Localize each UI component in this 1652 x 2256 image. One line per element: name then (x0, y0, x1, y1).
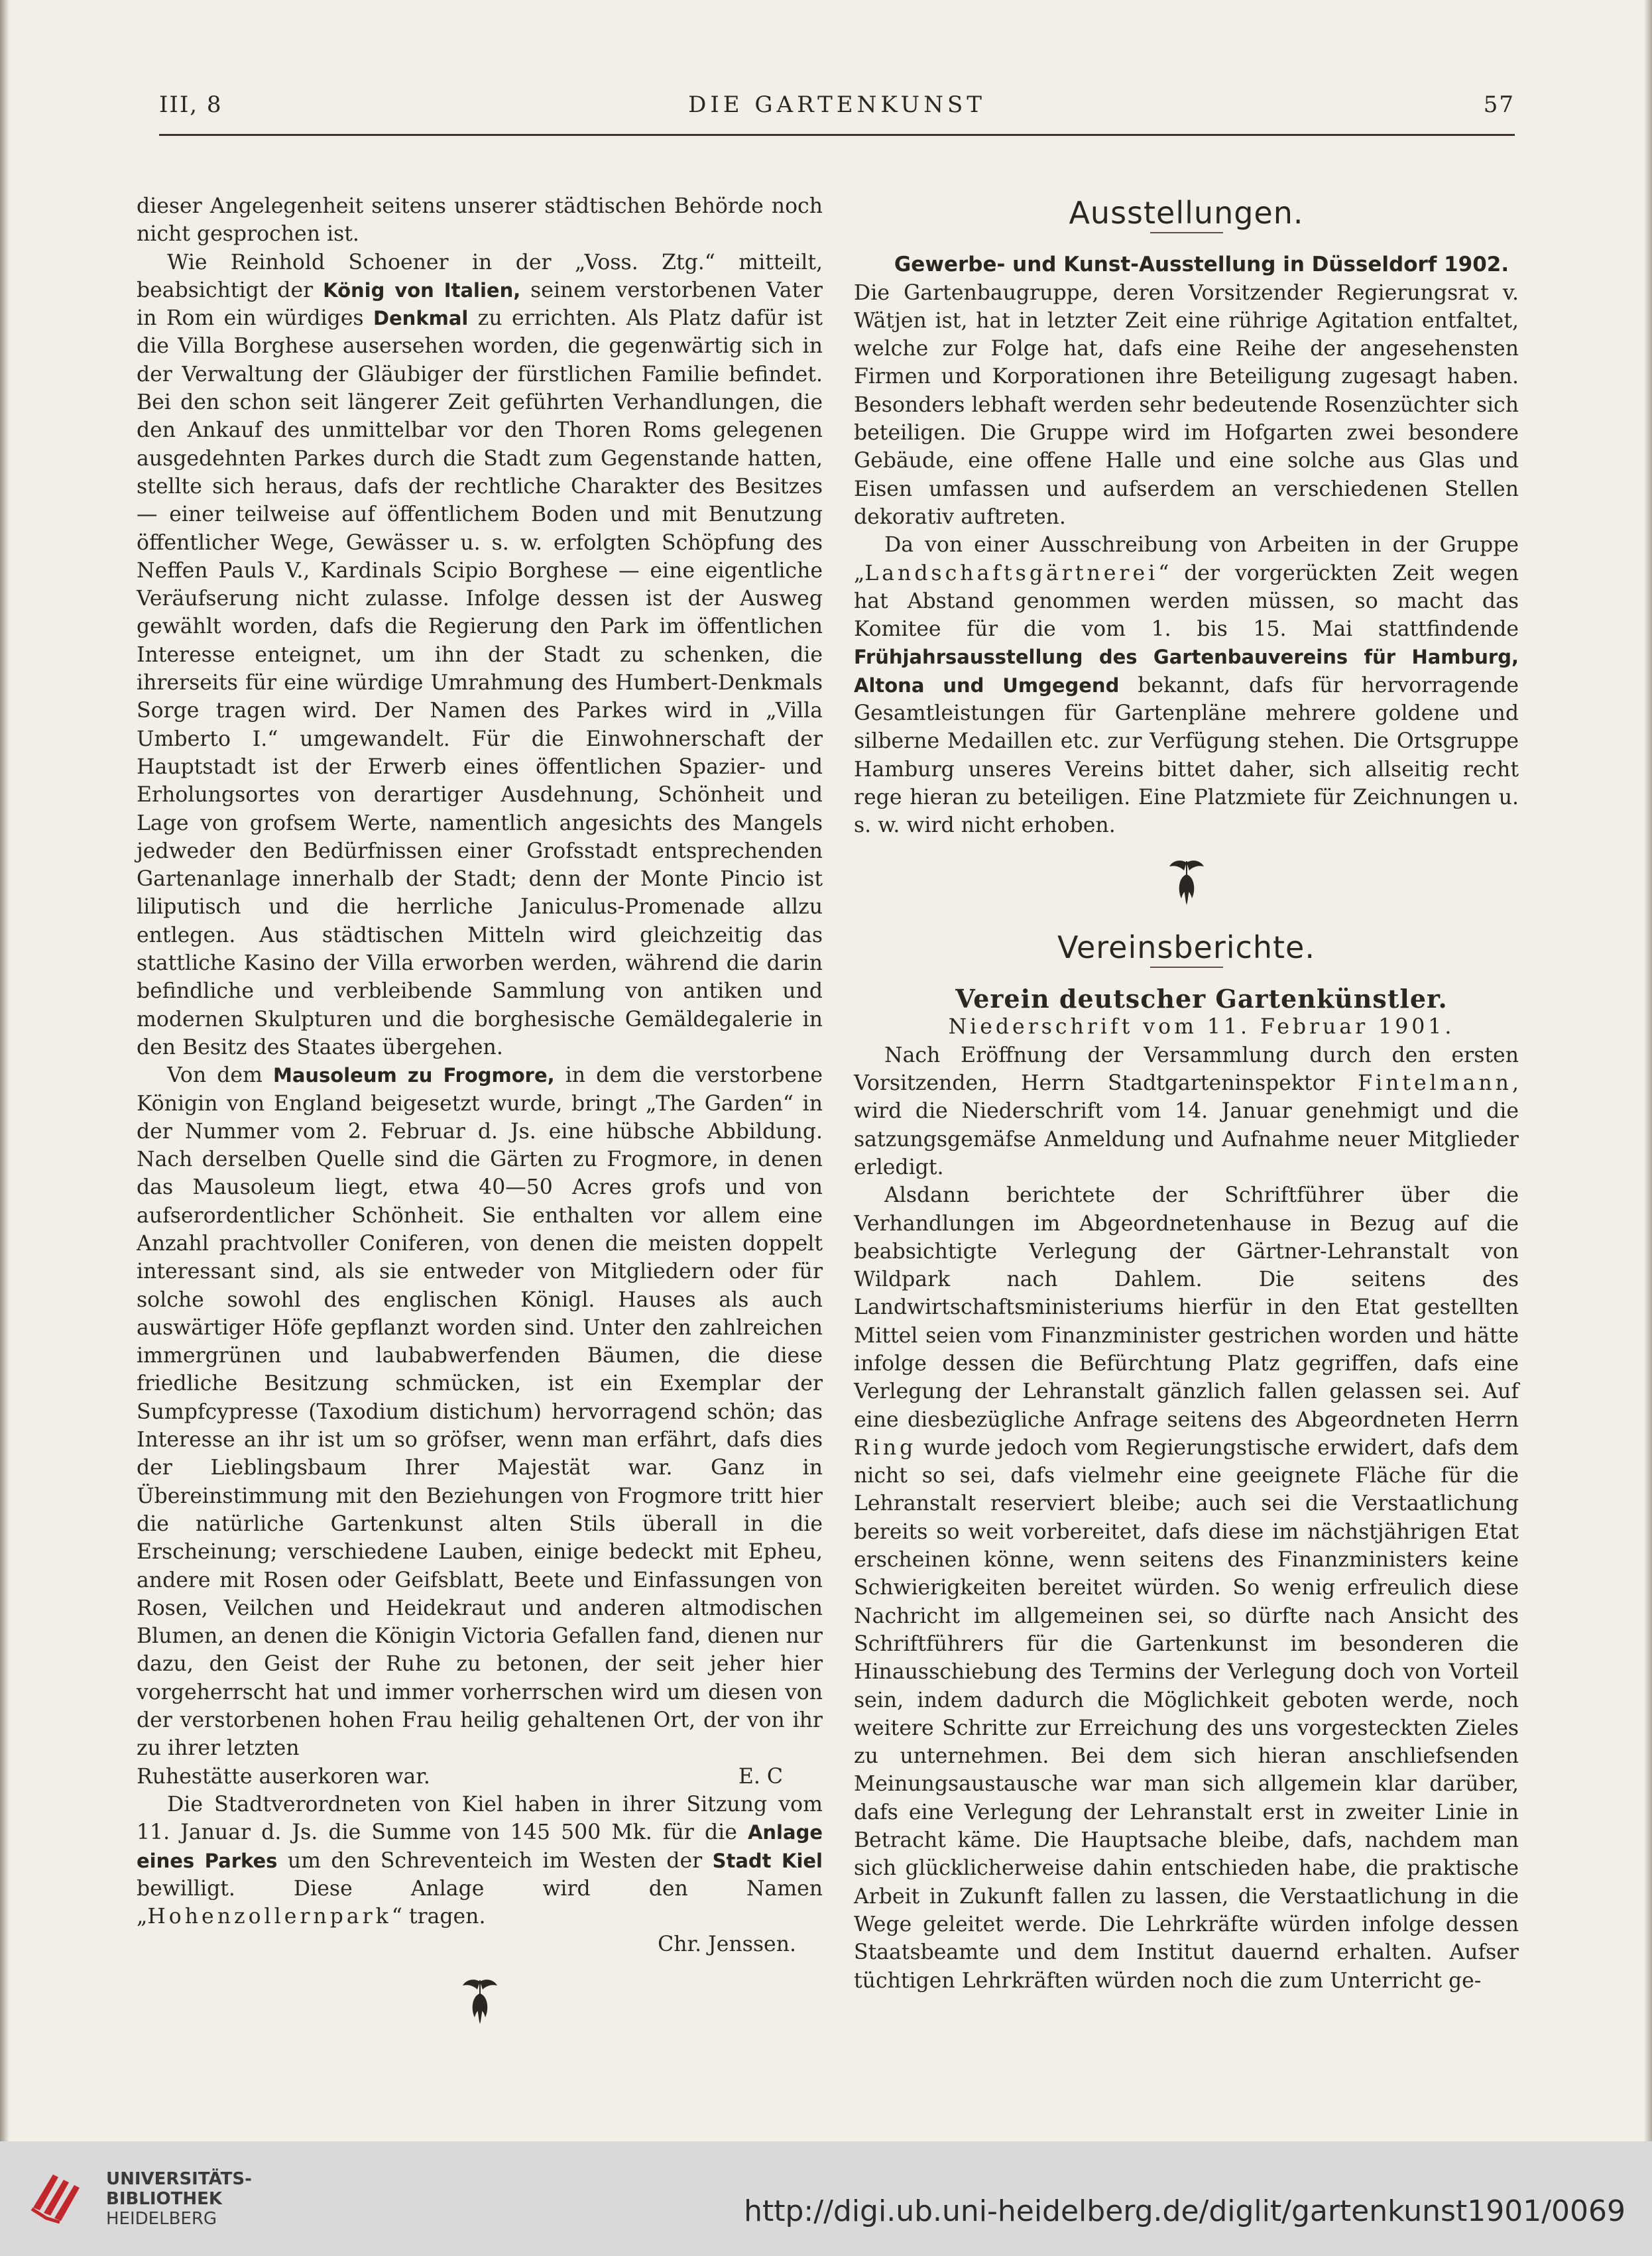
journal-title: DIE GARTENKUNST (688, 91, 986, 118)
paragraph-villa-borghese: Wie Reinhold Schoener in der „Voss. Ztg.“ mitteilt, beabsichtigt der König von Italien, seinem verstorbenen Vater in Rom ein würdiges Denkmal zu errichten. Als Platz dafür ist die Villa Borghese ausersehen worden, die gegenwärtig sich in der Verwaltung der Gläubiger der fürstlichen Familie befindet. Bei den schon seit längerer Zeit geführten Verhandlungen, die den Ankauf des unmittelbar vor den Thoren Roms gelegenen ausgedehnten Parkes durch die Stadt zum Gegenstande hatten, stellte sich heraus, dafs der rechtliche Charakter des Besitzes — einer teilweise auf öffentlichem Boden und mit Benutzung öffentlicher Wege, Gewässer u. s. w. erfolgten Schöpfung des Neffen Pauls V., Kardinals Scipio Borghese — eine eigentliche Veräufserung nicht zulasse. Infolge dessen ist der Ausweg gewählt worden, dafs die Regierung den Park im öffentlichen Interesse enteignet, um ihn der Stadt zu schenken, die ihrerseits für eine würdige Umrahmung des Humbert-Denkmals Sorge tragen wird. Der Namen des Parkes wird in „Villa Umberto I.“ umgewandelt. Für die Einwohnerschaft der Hauptstadt ist der Erwerb eines öffentlichen Spazier- und Erholungsortes von derartiger Ausdehnung, Schönheit und Lage von grofsem Werte, namentlich angesichts des Mangels jedweder den Bedürfnissen einer Grofsstadt entsprechenden Gartenanlage innerhalb der Stadt; denn der Monte Pincio ist liliputisch und die herrliche Janiculus-Promenade allzu entlegen. Aus städtischen Mitteln wird gleichzeitig das stattliche Kasino der Villa erworben werden, während die darin befindliche und verbleibende Sammlung von antiken und modernen Skulpturen und die borghesische Gemäldegalerie in den Besitz des Staates übergehen. (137, 250, 823, 1059)
volume-number: III, 8 (159, 91, 223, 118)
paragraph-continuation: dieser Angelegenheit seitens unserer städtischen Behörde noch nicht gesprochen ist. (137, 194, 823, 247)
heading-verein: Verein deutscher Gartenkünstler. (955, 984, 1448, 1014)
author-signature: Chr. Jenssen. (658, 1932, 796, 1957)
scan-edge-left (0, 0, 9, 2141)
minutes-date: Niederschrift vom 11. Februar 1901. (948, 1015, 1455, 1039)
ornament-fleuron-icon (137, 1976, 823, 2033)
running-header (159, 91, 1515, 131)
subheading-duesseldorf: Gewerbe- und Kunst-Ausstellung in Düsseldorf 1902. (894, 253, 1509, 277)
paragraph-frogmore: Von dem Mausoleum zu Frogmore, in dem die verstorbene Königin von England beigesetzt wurde, bringt „The Garden“ in der Nummer vom 2. Februar d. Js. eine hübsche Abbildung. Nach derselben Quelle sind die Gärten zu Frogmore, in denen das Mausoleum liegt, etwa 40—50 Acres grofs und von aufserordentlicher Schönheit. Sie enthalten vor allem eine Anzahl prachtvoller Coniferen, von denen die meisten doppelt interessant sind, als sie entweder von Mitgliedern oder für solche sowohl des englischen Königl. Hauses als auch auswärtiger Höfe gepflanzt worden sind. Unter den zahlreichen immergrünen und laubabwerfenden Bäumen, die diese friedliche Besitzung schmücken, ist ein Exemplar der Sumpfcypresse (Taxodium distichum) hervorragend schön; das Interesse an ihr ist um so gröfser, wenn man erfährt, dafs dies der Lieblingsbaum Ihrer Majestät war. Ganz in Übereinstimmung mit den Beziehungen von Frogmore tritt hier die natürliche Gartenkunst alten Stils überall in die Erscheinung; verschiedene Lauben, einige bedeckt mit Epheu, andere mit Rosen oder Geifsblatt, Beete und Einfassungen von Rosen, Veilchen und Heidekraut und anderen altmodischen Blumen, an denen die Königin Victoria Gefallen fand, dienen nur dazu, den Geist der Ruhe zu betonen, der seit jeher hier vorgeherrscht hat und immer vorherrschen wird um diesen von der verstorbenen hohen Frau heilig gehaltenen Ort, der von ihr zu ihrer letzten (137, 1063, 823, 1761)
left-column (137, 192, 823, 2052)
ornament-fleuron-icon (854, 857, 1519, 914)
frogmore-signature-line: Ruhestätte auserkoren war. E. C (137, 1763, 823, 1791)
keyword-stadt-kiel: Stadt Kiel (712, 1849, 823, 1872)
right-column (854, 192, 1519, 1995)
paragraph-ausschreibung: Da von einer Ausschreibung von Arbeiten in der Gruppe „Landschaftsgärtnerei“ der vorgerückten Zeit wegen hat Abstand genommen werden müssen, so macht das Komitee für die vom 1. bis 15. Mai stattfindende Frühjahrsausstellung des Gartenbauvereins für Hamburg, Altona und Umgegend bekannt, dafs für hervorragende Gesamtleistungen für Gartenpläne mehrere goldene und silberne Medaillen etc. zur Verfügung stehen. Die Ortsgruppe Hamburg unseres Vereins bittet daher, sich allseitig recht rege hieran zu beteiligen. Eine Platzmiete für Zeichnungen u. s. w. wird nicht erhoben. (854, 533, 1519, 838)
section-title-ausstellungen: Ausstellungen. (1069, 195, 1304, 231)
paragraph-gartenbaugruppe: Die Gartenbaugruppe, deren Vorsitzender Regierungsrat v. Wätjen ist, hat in letzter Zeit eine rührige Agitation entfaltet, welche zur Folge hat, dafs eine Reihe der angesehensten Firmen und Korporationen ihre Beteiligung zugesagt haben. Besonders lebhaft werden sehr bedeutende Rosenzüchter sich beteiligen. Die Gruppe wird im Hofgarten zwei besondere Gebäude, eine offene Halle und eine solche aus Glas und Eisen umfassen und aufserdem an verschiedenen Stellen dekorativ auftreten. (854, 280, 1519, 529)
keyword-anlage-parkes: Anlage eines Parkes (137, 1821, 823, 1872)
keyword-denkmal: Denkmal (373, 307, 469, 330)
paragraph-eroeffnung: Nach Eröffnung der Versammlung durch den ersten Vorsitzenden, Herrn Stadtgarteninspektor Fintelmann, wird die Niederschrift vom 14. Januar genehmigt und die satzungsgemäfse Anmeldung und Aufnahme neuer Mitglieder erledigt. (854, 1043, 1519, 1179)
author-initials: E. C (738, 1764, 783, 1789)
paragraph-lehranstalt: Alsdann berichtete der Schriftführer über die Verhandlungen im Abgeordnetenhause in Bezug auf die beabsichtigte Verlegung der Gärtner-Lehranstalt von Wildpark nach Dahlem. Die seitens des Landwirtschaftsministeriums hierfür in den Etat gestellten Mittel seien vom Finanzminister gestrichen worden und hätte infolge dessen die Befürchtung Platz gegriffen, dafs eine Verlegung der Lehranstalt gänzlich fallen gelassen sei. Auf eine diesbezügliche Anfrage seitens des Abgeordneten Herrn Ring wurde jedoch vom Regierungstische erwidert, dafs dem nicht so sei, dafs vielmehr eine geeignete Fläche für die Lehranstalt reserviert bleibe; auch sei die Verstaatlichung bereits so weit vorbereitet, dafs diese im nächstjährigen Etat erscheinen könne, wenn seitens des Finanzministers keine Schwierigkeiten bereitet würden. So wenig erfreulich diese Nachricht im allgemeinen sei, so dürfte nach Ansicht des Schriftführers für die Gartenkunst im besonderen die Hinausschiebung des Termins der Verlegung doch von Vorteil sein, indem dadurch die Möglichkeit geboten werde, noch weitere Schritte zur Erreichung des uns vorgesteckten Zieles zu unternehmen. Bei dem sich hieran anschliefsenden Meinungsaustausche war man sich allgemein klar darüber, dafs eine Verlegung der Lehranstalt erst in zweiter Linie in Betracht käme. Die Hauptsache bleibe, dafs, nachdem man sich glücklicherweise dahin entschieden habe, die praktische Arbeit in Zukunft fallen zu lassen, die Verstaatlichung in die Wege geleitet werde. Die Lehrkräfte würden infolge dessen Staatsbeamte und dem Institut dauernd erhalten. Aufser tüchtigen Lehrkräften würden noch die zum Unterricht ge- (854, 1183, 1519, 1993)
permalink-url[interactable]: http://digi.ub.uni-heidelberg.de/diglit/gartenkunst1901/0069 (744, 2194, 1625, 2228)
header-rule (159, 134, 1515, 136)
section-title-vereinsberichte: Vereinsberichte. (1057, 929, 1315, 965)
title-rule (1150, 232, 1223, 233)
keyword-koenig: König von Italien, (323, 278, 521, 302)
university-library-logo-icon[interactable] (27, 2161, 93, 2227)
paragraph-kiel: Die Stadtverordneten von Kiel haben in ihrer Sitzung vom 11. Januar d. Js. die Summe von 145 500 Mk. für die Anlage eines Parkes um den Schreventeich im Westen der Stadt Kiel bewilligt. Diese Anlage wird den Namen „Hohenzollernpark“ tragen. (137, 1792, 823, 1929)
title-rule (1150, 967, 1223, 968)
scan-edge-right (1644, 0, 1652, 2141)
keyword-fruehjahrsausstellung: Frühjahrsausstellung des Gartenbauvereins für Hamburg, Altona und Umgegend (854, 646, 1519, 697)
footer-bar (0, 2141, 1652, 2256)
library-name[interactable]: UNIVERSITÄTS- BIBLIOTHEK HEIDELBERG (106, 2169, 252, 2229)
page-number: 57 (1483, 91, 1515, 118)
keyword-mausoleum: Mausoleum zu Frogmore, (272, 1064, 555, 1087)
